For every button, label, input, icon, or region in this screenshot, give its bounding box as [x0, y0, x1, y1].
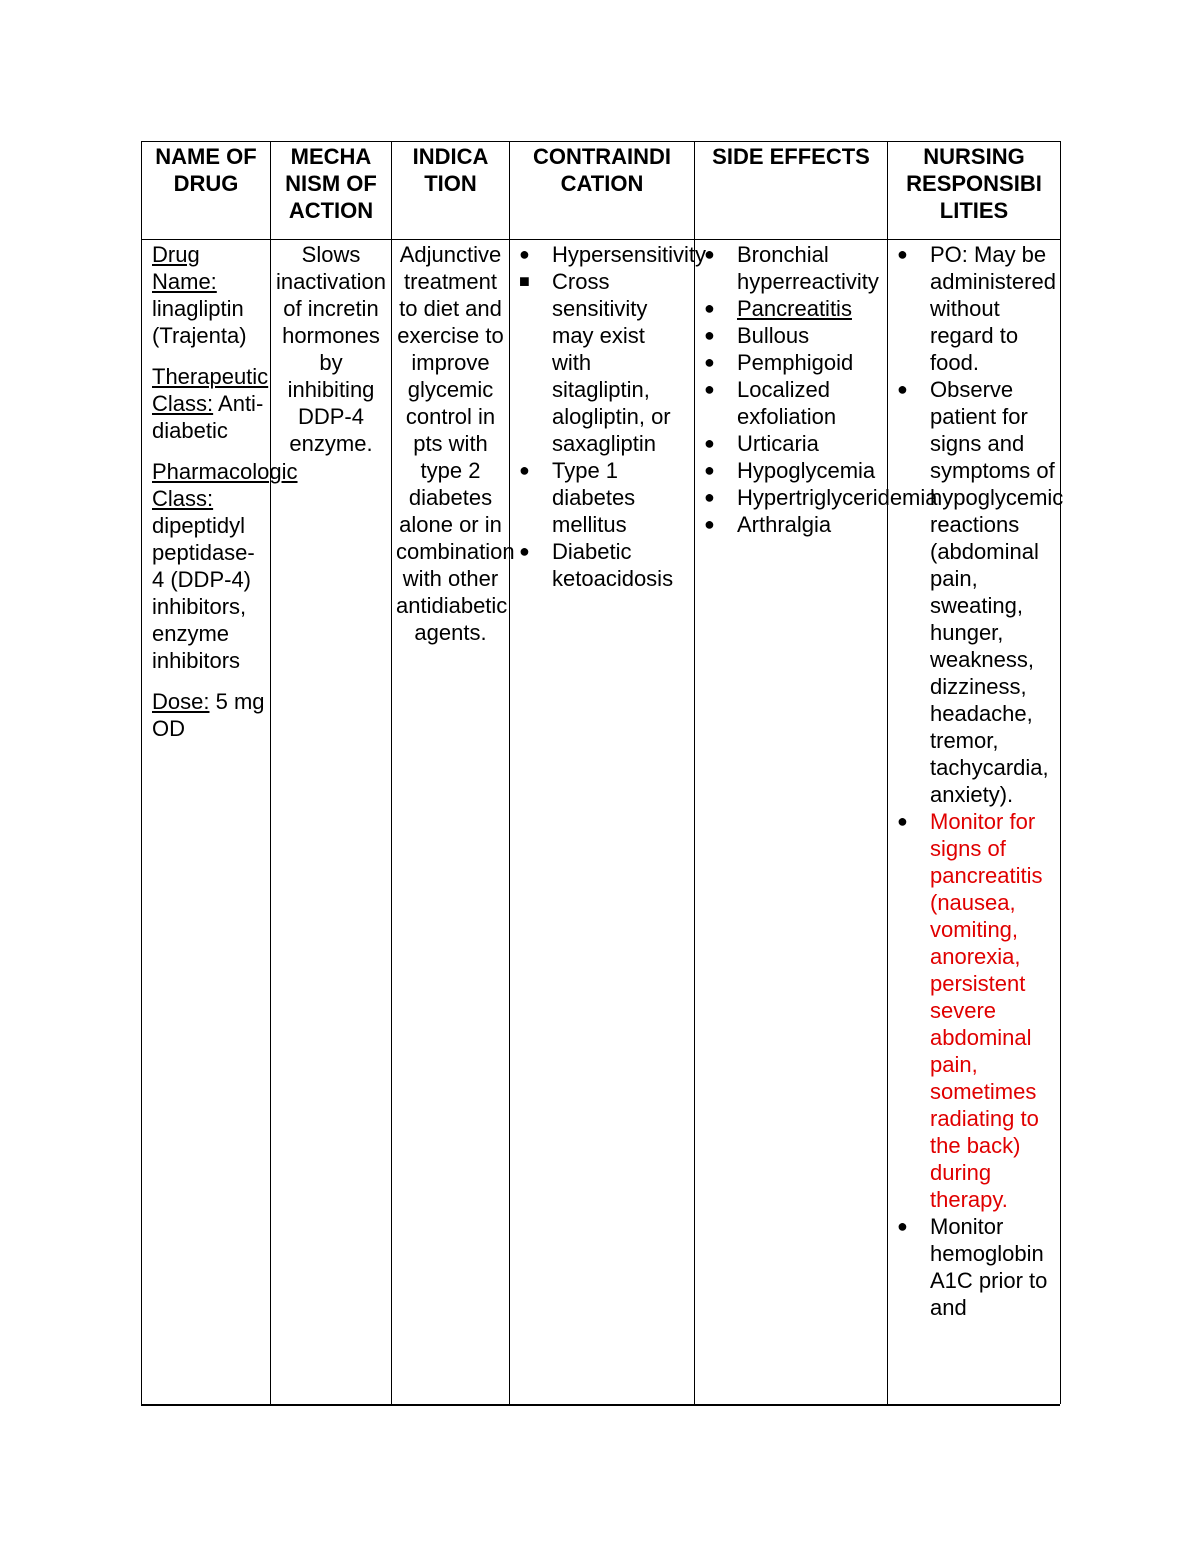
list-item: ● Bronchial hyperreactivity [704, 242, 879, 294]
mechanism-cell: Slows inactivation of incretin hormones by inhibiting DDP-4 enzyme. [271, 240, 392, 1405]
list-item: ● Arthralgia [704, 512, 832, 537]
bullet-icon: ● [897, 1216, 908, 1236]
bullet-icon: ● [704, 379, 715, 399]
header-name-of-drug: NAME OF DRUG [142, 142, 271, 240]
bullet-icon: ● [704, 514, 715, 534]
list-item: ● Monitor hemoglobin A1C prior to and [897, 1214, 1048, 1320]
list-item: ■ Cross sensitivity may exist with sitagliptin, alogliptin, or saxagliptin [519, 269, 671, 456]
drug-name-field [152, 241, 266, 349]
therapeutic-class-field [152, 363, 269, 444]
list-item: ● Localized exfoliation [704, 377, 837, 429]
list-item: ● Pancreatitis [704, 296, 852, 321]
header-side-effects: SIDE EFFECTS [695, 142, 888, 240]
list-item-highlighted: ● Monitor for signs of pancreatitis (nausea, vomiting, anorexia, persistent severe abdominal pain, sometimes radiating to the back) during therapy. [897, 809, 1043, 1212]
header-contraindication: CONTRAINDI CATION [510, 142, 695, 240]
bullet-icon: ● [519, 244, 530, 264]
list-item: ● Pemphigoid [704, 350, 854, 375]
bullet-icon: ● [897, 244, 908, 264]
header-nursing-responsibilities: NURSING RESPONSIBI LITIES [888, 142, 1061, 240]
contraindication-cell [510, 240, 707, 1405]
bullet-icon: ● [704, 325, 715, 345]
drug-name-label: Drug Name: [152, 242, 217, 294]
header-mechanism: MECHA NISM OF ACTION [271, 142, 392, 240]
side-effects-list [699, 241, 938, 538]
dose-value: 5 mg OD [152, 689, 265, 741]
bullet-icon: ● [704, 352, 715, 372]
list-item: ● Urticaria [704, 431, 819, 456]
dose-label: Dose: [152, 689, 210, 714]
pharmacologic-class-field [152, 458, 298, 674]
bullet-icon: ● [897, 811, 908, 831]
bullet-icon: ● [519, 460, 530, 480]
list-item: ● Bullous [704, 323, 810, 348]
side-effects-cell [695, 240, 938, 1405]
drug-study-table [141, 141, 1064, 1404]
bullet-icon: ● [704, 244, 715, 264]
bullet-icon: ■ [519, 271, 530, 291]
bullet-icon: ● [897, 379, 908, 399]
list-item: ● Hypertriglyceridemia [704, 485, 938, 510]
bullet-icon: ● [704, 433, 715, 453]
pharmacologic-class-label: Pharmacologic Class: [152, 459, 298, 511]
nursing-cell [888, 240, 1064, 1405]
contraindication-list [514, 241, 707, 592]
name-of-drug-cell [142, 240, 298, 1405]
therapeutic-class-label: Therapeutic Class: [152, 364, 269, 416]
header-row [142, 142, 1061, 240]
list-item: ● Hypoglycemia [704, 458, 876, 483]
bullet-icon: ● [704, 460, 715, 480]
dose-field [152, 688, 266, 742]
drug-name-value: linagliptin (Trajenta) [152, 296, 247, 348]
drug-row [142, 240, 1061, 1405]
indication-cell: Adjunctive treatment to diet and exercise to improve glycemic control in pts with type 2 diabetes alone or in combination with other antidiabetic agents. [392, 240, 510, 1405]
header-indication: INDICA TION [392, 142, 510, 240]
list-item: ● Diabetic ketoacidosis [519, 539, 674, 591]
list-item: ● Hypersensitivity [519, 242, 707, 267]
bullet-icon: ● [519, 541, 530, 561]
bullet-icon: ● [704, 298, 715, 318]
nursing-list [892, 241, 1064, 1321]
bullet-icon: ● [704, 487, 715, 507]
pharmacologic-class-value: dipeptidyl peptidase-4 (DDP-4) inhibitors, enzyme inhibitors [152, 513, 255, 673]
table-bottom-rule [141, 1404, 1060, 1406]
therapeutic-class-value: Anti-diabetic [152, 391, 264, 443]
list-item: ● PO: May be administered without regard to food. [897, 242, 1056, 375]
list-item: ● Observe patient for signs and symptoms of hypoglycemic reactions (abdominal pain, sweating, hunger, weakness, dizziness, headache, tremor, tachycardia, anxiety). [897, 377, 1064, 807]
list-item: ● Type 1 diabetes mellitus [519, 458, 636, 537]
